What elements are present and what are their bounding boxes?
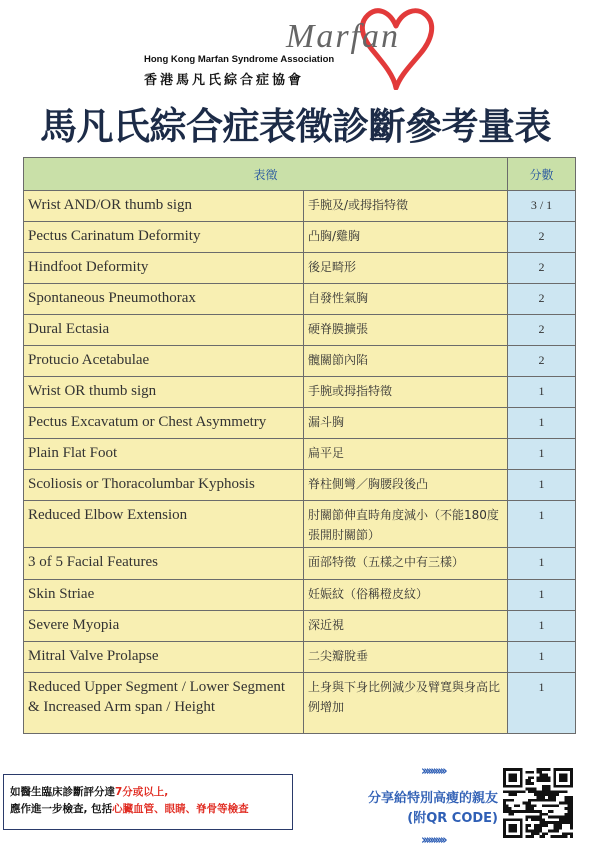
feature-english: Scoliosis or Thoracolumbar Kyphosis: [24, 470, 304, 501]
feature-score: 2: [508, 346, 576, 377]
feature-english: Hindfoot Deformity: [24, 253, 304, 284]
share-text: [338, 789, 498, 829]
feature-english: 3 of 5 Facial Features: [24, 548, 304, 580]
feature-chinese: 手腕及/或拇指特徵: [304, 191, 508, 222]
feature-score: 1: [508, 501, 576, 548]
feature-chinese: 妊娠紋（俗稱橙皮紋）: [304, 580, 508, 611]
table-row: [24, 470, 576, 501]
feature-english: Pectus Carinatum Deformity: [24, 222, 304, 253]
feature-score: 1: [508, 470, 576, 501]
share-line-1: 分享給特別高瘦的親友: [367, 791, 498, 806]
feature-score: 1: [508, 548, 576, 580]
header-score: 分數: [508, 158, 576, 191]
page-title: 馬凡氏綜合症表徵診斷參考量表: [40, 105, 551, 148]
table-row: [24, 253, 576, 284]
table-row: [24, 346, 576, 377]
feature-chinese: 深近視: [304, 611, 508, 642]
feature-english: Pectus Excavatum or Chest Asymmetry: [24, 408, 304, 439]
table-row: [24, 580, 576, 611]
feature-score: 1: [508, 439, 576, 470]
feature-chinese: 凸胸/雞胸: [304, 222, 508, 253]
feature-score: 2: [508, 222, 576, 253]
feature-score: 1: [508, 673, 576, 734]
feature-chinese: 髖關節內陷: [304, 346, 508, 377]
feature-score: 2: [508, 284, 576, 315]
qr-code-icon[interactable]: [503, 768, 573, 838]
feature-chinese: 脊柱側彎／胸腰段後凸: [304, 470, 508, 501]
feature-chinese: 肘關節伸直時角度減小（不能180度張開肘關節）: [304, 501, 508, 548]
feature-chinese: 漏斗胸: [304, 408, 508, 439]
table-header-row: [24, 158, 576, 191]
table-row: [24, 548, 576, 580]
feature-chinese: 硬脊膜擴張: [304, 315, 508, 346]
diagnosis-score-table: [23, 157, 576, 734]
feature-english: Skin Striae: [24, 580, 304, 611]
feature-score: 1: [508, 377, 576, 408]
feature-english: Protucio Acetabulae: [24, 346, 304, 377]
note-line-2: 應作進一步檢查, 包括心臟血管、眼睛、脊骨等檢查: [10, 803, 249, 815]
feature-score: 2: [508, 253, 576, 284]
feature-english: Mitral Valve Prolapse: [24, 642, 304, 673]
arrow-chevrons-icon: ››››››››››: [421, 764, 445, 779]
table-row: [24, 501, 576, 548]
feature-english: Reduced Upper Segment / Lower Segment & Increased Arm span / Height: [24, 673, 304, 734]
feature-english: Dural Ectasia: [24, 315, 304, 346]
table-row: [24, 408, 576, 439]
table-row: [24, 377, 576, 408]
feature-chinese: 自發性氣胸: [304, 284, 508, 315]
feature-chinese: 手腕或拇指特徵: [304, 377, 508, 408]
score-threshold: 7分或以上,: [115, 786, 169, 798]
association-logo: [144, 6, 444, 94]
feature-score: 1: [508, 611, 576, 642]
feature-chinese: 扁平足: [304, 439, 508, 470]
feature-english: Wrist OR thumb sign: [24, 377, 304, 408]
exam-list: 心臟血管、眼睛、脊骨等檢查: [112, 803, 249, 815]
table-row: [24, 642, 576, 673]
logo-chinese-name: 香港馬凡氏綜合症協會: [144, 73, 305, 88]
table-row: [24, 284, 576, 315]
feature-english: Plain Flat Foot: [24, 439, 304, 470]
feature-score: 1: [508, 580, 576, 611]
header-feature: 表徵: [24, 158, 508, 191]
logo-english-name: Hong Kong Marfan Syndrome Association: [144, 54, 335, 65]
share-line-2: (附QR CODE): [407, 811, 498, 826]
note-line-1: 如醫生臨床診斷評分達7分或以上,: [10, 786, 169, 798]
table-row: [24, 673, 576, 734]
table-row: [24, 611, 576, 642]
table-row: [24, 222, 576, 253]
feature-english: Severe Myopia: [24, 611, 304, 642]
table-row: [24, 439, 576, 470]
feature-score: 2: [508, 315, 576, 346]
table-row: [24, 315, 576, 346]
feature-chinese: 後足畸形: [304, 253, 508, 284]
feature-english: Reduced Elbow Extension: [24, 501, 304, 548]
feature-score: 1: [508, 642, 576, 673]
arrow-chevrons-icon: ››››››››››: [421, 833, 445, 848]
feature-score: 3 / 1: [508, 191, 576, 222]
table-row: [24, 191, 576, 222]
feature-score: 1: [508, 408, 576, 439]
feature-chinese: 二尖瓣脫垂: [304, 642, 508, 673]
feature-chinese: 面部特徵（五樣之中有三樣）: [304, 548, 508, 580]
feature-english: Wrist AND/OR thumb sign: [24, 191, 304, 222]
referral-note: [3, 774, 293, 830]
feature-chinese: 上身與下身比例減少及臂寬與身高比例增加: [304, 673, 508, 734]
logo-wordmark: Marfan: [286, 18, 400, 55]
feature-english: Spontaneous Pneumothorax: [24, 284, 304, 315]
